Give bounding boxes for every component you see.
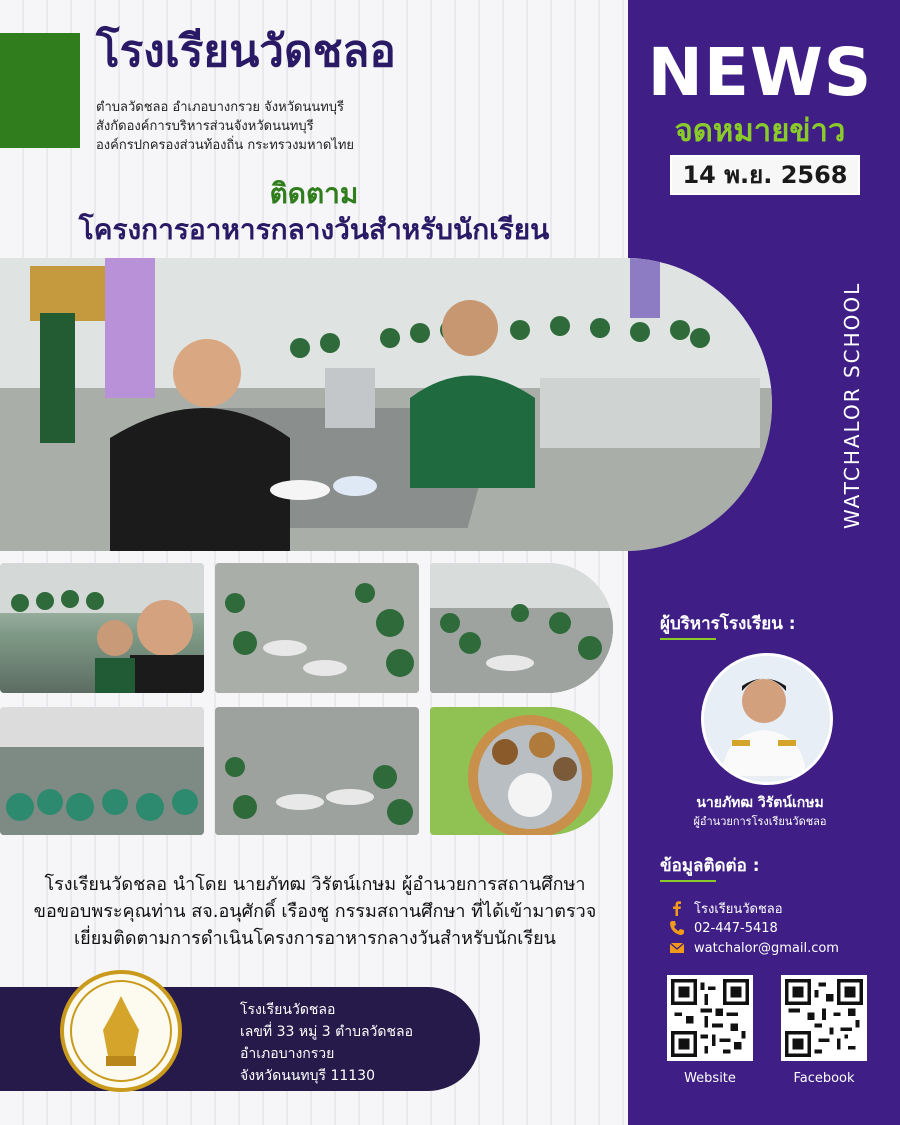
website-qr-label: Website xyxy=(684,1071,736,1086)
footer-address-line: อำเภอบางกรวย xyxy=(240,1046,335,1062)
contact-section-label: ข้อมูลติดต่อ : xyxy=(660,856,760,876)
photo-thumbnail xyxy=(430,563,613,693)
photo-thumbnail xyxy=(215,563,419,693)
photo-thumbnail xyxy=(0,707,204,835)
cafeteria-illustration xyxy=(0,258,772,551)
address-line: ตำบลวัดชลอ อำเภอบางกรวย จังหวัดนนทบุรี xyxy=(96,100,345,115)
photo-thumbnail xyxy=(215,707,419,835)
issue-date: 14 พ.ย. 2568 xyxy=(670,155,860,195)
follow-label: ติดตาม xyxy=(269,177,359,210)
contact-text: watchalor@gmail.com xyxy=(694,940,839,956)
section-underline xyxy=(660,880,716,882)
section-underline xyxy=(660,638,716,640)
news-subtitle: จดหมายข่าว xyxy=(674,113,846,149)
footer-address-line: จังหวัดนนทบุรี 11130 xyxy=(240,1068,375,1084)
contact-text: 02-447-5418 xyxy=(694,920,778,936)
address-line: สังกัดองค์การบริหารส่วนจังหวัดนนทบุรี xyxy=(96,119,314,134)
address-line: องค์กรปกครองส่วนท้องถิ่น กระทรวงมหาดไทย xyxy=(96,138,355,153)
director-name: นายภัทฒ วิรัตน์เกษม xyxy=(696,795,824,811)
facebook-qr-label: Facebook xyxy=(793,1071,855,1086)
body-text-line: ขอขอบพระคุณท่าน สจ.อนุศักดิ์ เรืองชู กรรมสถานศึกษา ที่ได้เข้ามาตรวจ xyxy=(33,901,597,922)
project-title: โครงการอาหารกลางวันสำหรับนักเรียน xyxy=(78,213,550,246)
contact-phone[interactable] xyxy=(668,919,778,937)
body-text-line: เยี่ยมติดตามการดำเนินโครงการอาหารกลางวันสำหรับนักเรียน xyxy=(74,928,556,949)
contact-mail[interactable] xyxy=(668,939,839,957)
photo-thumbnail xyxy=(0,563,204,693)
footer-address-line: โรงเรียนวัดชลอ xyxy=(240,1002,336,1018)
website-qr-code[interactable] xyxy=(667,975,753,1061)
contact-text: โรงเรียนวัดชลอ xyxy=(694,901,783,917)
school-name: โรงเรียนวัดชลอ xyxy=(96,26,396,77)
contact-facebook[interactable] xyxy=(668,899,783,917)
footer-address-line: เลขที่ 33 หมู่ 3 ตำบลวัดชลอ xyxy=(240,1024,414,1040)
school-seal-logo xyxy=(60,970,182,1092)
facebook-qr-code[interactable] xyxy=(781,975,867,1061)
director-title: ผู้อำนวยการโรงเรียนวัดชลอ xyxy=(693,815,827,828)
photo-food-tray xyxy=(430,707,613,835)
admin-section-label: ผู้บริหารโรงเรียน : xyxy=(660,614,796,634)
green-accent-block xyxy=(0,33,80,148)
news-title: NEWS xyxy=(647,34,873,111)
facebook-icon xyxy=(668,899,686,917)
mail-icon xyxy=(668,939,686,957)
director-photo xyxy=(701,653,833,785)
school-vertical-label: WATCHALOR SCHOOL xyxy=(840,281,864,529)
main-photo-cafeteria xyxy=(0,258,772,551)
phone-icon xyxy=(668,919,686,937)
body-text-line: โรงเรียนวัดชลอ นำโดย นายภัทฒ วิรัตน์เกษม ผู้อำนวยการสถานศึกษา xyxy=(44,874,586,895)
